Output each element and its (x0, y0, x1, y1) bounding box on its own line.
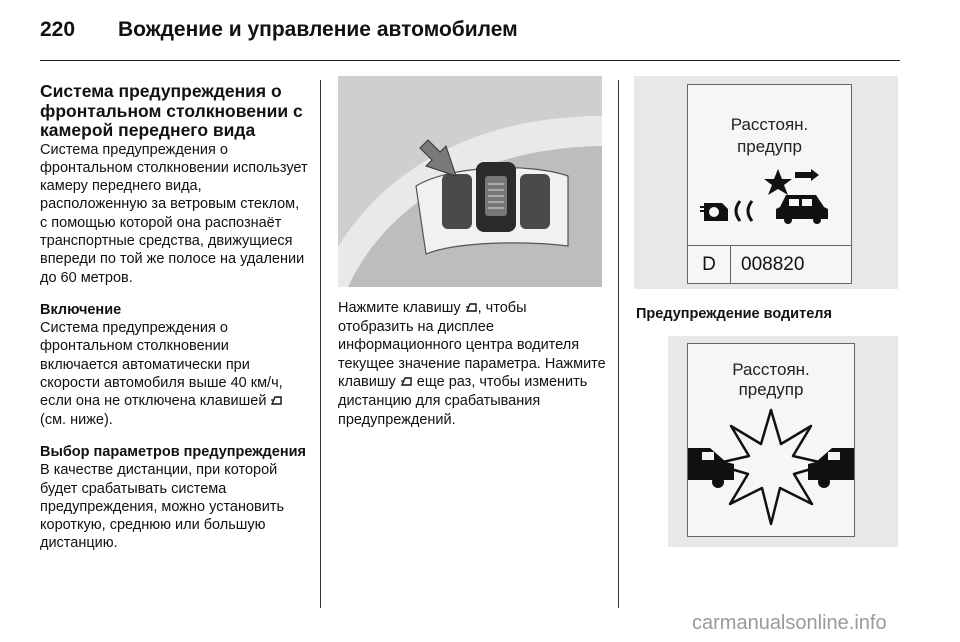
odometer-readout: 008820 (741, 253, 805, 275)
page-title: Вождение и управление автомобилем (118, 18, 518, 41)
intro-paragraph: Система предупреждения о фронтальном столкновении использует камеру переднего вида, расположенную за ветровым стеклом, с помощью которой она распознаёт транспортные средства, движущиеся впереди по той же полосе на удалении до 60 метров. (40, 141, 308, 286)
enable-paragraph (40, 319, 310, 429)
button-car-icon (465, 301, 478, 314)
display-status-row (688, 245, 851, 283)
instruction-part-1: Нажмите клавишу (338, 300, 461, 316)
column-middle-text (338, 299, 606, 429)
warning-display-distance (634, 76, 898, 289)
instruction-part-3: еще раз, чтобы изменить дистанцию для срабатывания предупреждений. (338, 374, 588, 428)
steering-wheel-illustration (338, 76, 602, 287)
watermark: carmanualsonline.info (692, 612, 887, 634)
instruction-part-2: , чтобы отобразить на дисплее информационного центра водителя текущее значение параметра. Нажмите клавишу (338, 300, 606, 391)
warning-display-driver (668, 336, 898, 547)
header-rule (40, 60, 900, 61)
gear-indicator: D (688, 246, 731, 283)
select-paragraph: В качестве дистанции, при которой будет срабатывать система предупреждения, можно установить короткую, среднюю или большую дистанцию. (40, 462, 285, 552)
display-frame (687, 84, 852, 284)
display-frame (687, 343, 855, 537)
page-number: 220 (40, 18, 76, 41)
section-title: Система предупреждения о фронтальном столкновении с камерой переднего вида (40, 81, 303, 140)
enable-text: Система предупреждения о фронтальном столкновении включается автоматически при скорости автомобиля выше 40 км/ч, если она не отключена клавишей (40, 320, 283, 410)
display-line-2: предупр (737, 137, 802, 156)
crash-warning-icon (688, 404, 854, 536)
figure-caption: Предупреждение водителя (636, 306, 832, 322)
column-divider-left (320, 80, 321, 608)
collision-warning-icon (698, 165, 841, 225)
column-divider-right (618, 80, 619, 608)
button-car-icon (400, 375, 413, 388)
steering-wheel-drawing (338, 76, 602, 287)
button-car-icon (270, 394, 283, 407)
select-heading: Выбор параметров предупреждения (40, 443, 306, 460)
display-line-1: Расстоян. (730, 115, 809, 134)
column-left (40, 82, 310, 553)
display-line-1: Расстоян. (732, 360, 810, 379)
page-header (40, 18, 518, 50)
instruction-paragraph (338, 299, 606, 429)
display-line-2: предупр (738, 380, 804, 399)
enable-heading: Включение (40, 301, 122, 318)
enable-text-end: (см. ниже). (40, 411, 113, 428)
